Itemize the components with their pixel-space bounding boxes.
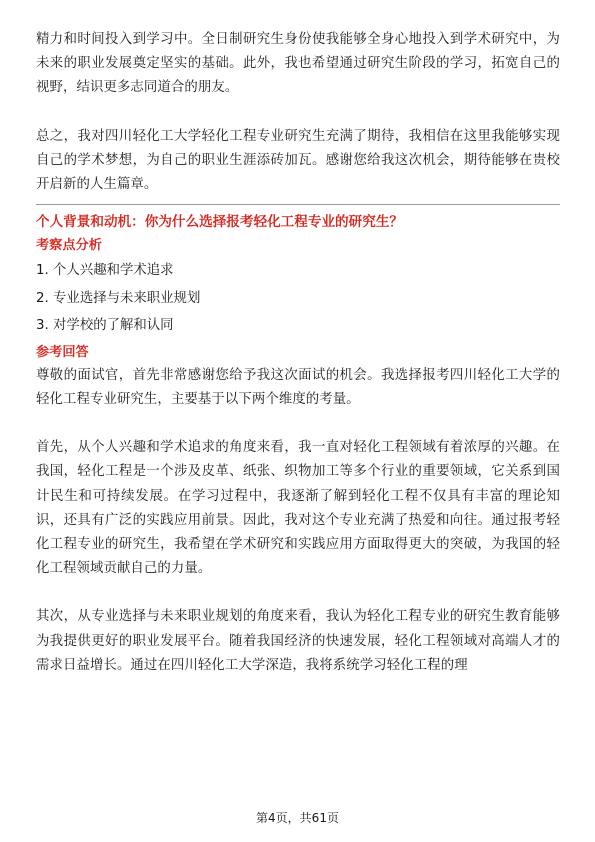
analysis-heading: 考察点分析 [36,238,102,254]
answer-heading: 参考回答 [36,344,89,360]
answer-paragraph-1: 尊敬的面试官，首先非常感谢您给予我这次面试的机会。我选择报考四川轻化工大学的轻化工程专业研究生，主要基于以下两个维度的考量。 [36,367,560,407]
paragraph-gap [36,101,560,125]
page-number: 第4页，共61页 [256,811,339,825]
paragraph-gap [36,581,560,605]
intro-paragraph-2: 总之，我对四川轻化工大学轻化工程专业研究生充满了期待，我相信在这里我能够实现自己的学术梦想，为自己的职业生涯添砖加瓦。感谢您给我这次机会，期待能够在贵校开启新的人生篇章。 [36,128,560,193]
analysis-item-1: 1. 个人兴趣和学术追求 [36,263,174,279]
intro-paragraph-1: 精力和时间投入到学习中。全日制研究生身份使我能够全身心地投入到学术研究中，为未来的职业发展奠定坚实的基础。此外，我也希望通过研究生阶段的学习，拓宽自己的视野，结识更多志同道合的朋友。 [36,32,560,96]
document-page [36,28,560,678]
answer-paragraph-3: 其次，从专业选择与未来职业规划的角度来看，我认为轻化工程专业的研究生教育能够为我提供更好的职业发展平台。随着我国经济的快速发展，轻化工程领域对高端人才的需求日益增长。通过在四川轻化工大学深造，我将系统学习轻化工程的理 [36,609,560,673]
question-title: 个人背景和动机：你为什么选择报考轻化工程专业的研究生？ [36,214,404,231]
answer-paragraph-2: 首先，从个人兴趣和学术追求的角度来看，我一直对轻化工程领域有着浓厚的兴趣。在我国，轻化工程是一个涉及皮革、纸张、织物加工等多个行业的重要领域，它关系到国计民生和可持续发展。在学习过程中，我逐渐了解到轻化工程不仅具有丰富的理论知识，还具有广泛的实践应用前景。因此，我对这个专业充满了热爱和向往。通过报考轻化工程专业的研究生，我希望在学术研究和实践应用方面取得更大的突破，为我国的轻化工程领域贡献自己的力量。 [36,440,560,577]
analysis-item-3: 3. 对学校的了解和认同 [36,318,174,334]
analysis-item-2: 2. 专业选择与未来职业规划 [36,290,201,306]
analysis-list [36,257,560,340]
section-divider [36,204,560,205]
paragraph-gap [36,412,560,436]
